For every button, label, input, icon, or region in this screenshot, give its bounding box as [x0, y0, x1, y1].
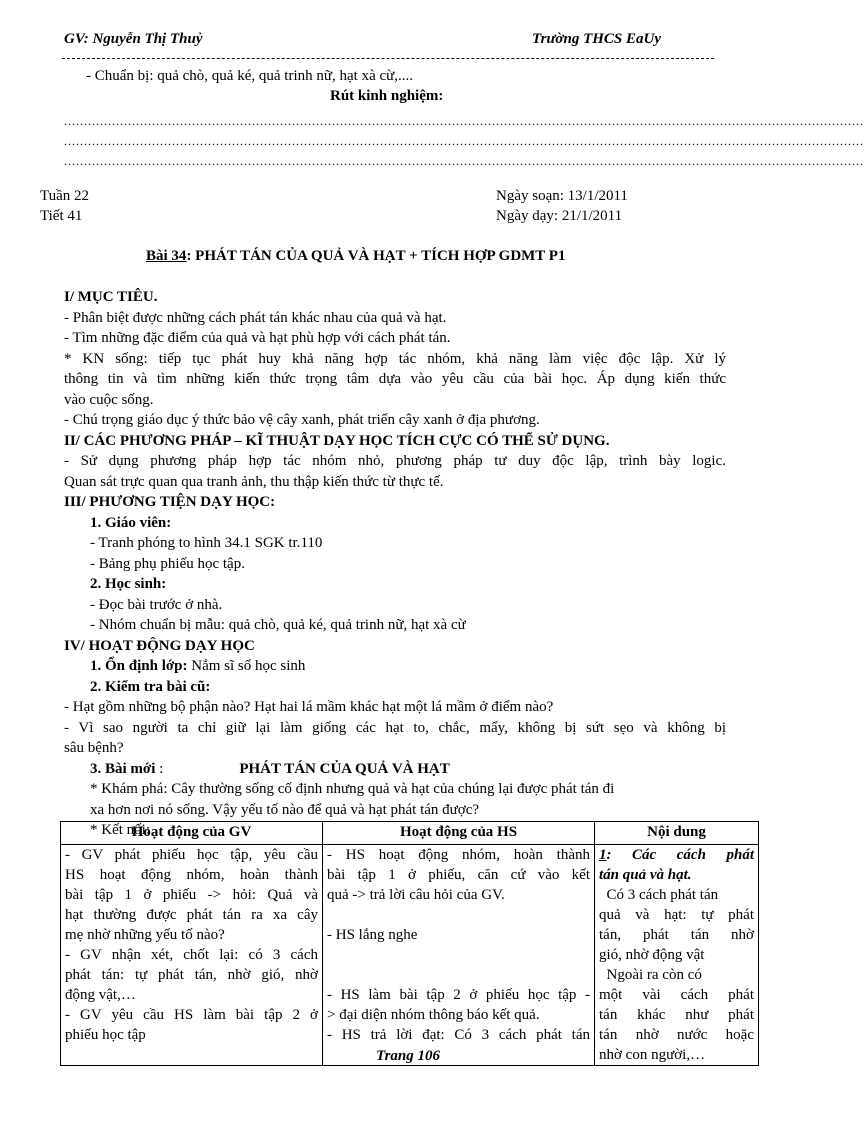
- gv-line: - GV phát phiếu học tập, yêu cầu: [65, 847, 318, 863]
- nd-line: tán, phát tán nhờ: [599, 927, 754, 943]
- class-order-text: Nắm sĩ số học sinh: [187, 658, 306, 674]
- nd-line: Có 3 cách phát tán: [599, 887, 719, 903]
- content-heading-number: 1: [599, 847, 607, 863]
- hs-line: - HS lắng nghe: [327, 927, 418, 943]
- lesson-number: Bài 34: [146, 248, 187, 264]
- teacher-materials-title: 1. Giáo viên:: [90, 514, 172, 531]
- gv-line: HS hoạt động nhóm, hoàn thành: [65, 867, 318, 883]
- method-2: Quan sát trực quan qua tranh ảnh, thu thập kiến thức từ thực tế.: [64, 473, 444, 490]
- hs-blank: [327, 965, 590, 985]
- nd-line: quả và hạt: tự phát: [599, 907, 754, 923]
- class-order-label: 1. Ổn định lớp:: [90, 658, 188, 674]
- lesson-title-text: : PHÁT TÁN CỦA QUẢ VÀ HẠT + TÍCH HỢP GDMT P1: [186, 248, 566, 264]
- gv-line: hạt thường được phát tán ra xa cây: [65, 907, 318, 923]
- nd-line: Ngoài ra còn có: [599, 967, 702, 983]
- week-label: Tuần 22: [40, 188, 90, 204]
- content-cell: [595, 845, 759, 1066]
- gv-line: - GV nhận xét, chốt lại: có 3 cách: [65, 947, 318, 963]
- header-teacher: Hoạt động của GV: [61, 822, 323, 845]
- objective-3b: thông tin và tìm những kiến thức trọng tâm dựa vào yêu cầu của bài học. Áp dụng kiến thức: [64, 371, 726, 387]
- nd-line: gió, nhờ động vật: [599, 947, 705, 963]
- table-header-row: [61, 822, 759, 845]
- student-materials-title: 2. Học sinh:: [90, 576, 167, 592]
- objective-1: - Phân biệt được những cách phát tán khác nhau của quả và hạt.: [64, 309, 447, 326]
- class-order: [64, 656, 726, 677]
- experience-title: Rút kinh nghiệm:: [330, 88, 444, 104]
- hs-line: - HS làm bài tập 2 ở phiếu học tập -: [327, 987, 590, 1003]
- hs-blank: [327, 945, 590, 965]
- prep-line: - Chuẩn bị: quả chò, quả ké, quả trinh nữ, hạt xà cừ,....: [86, 68, 414, 84]
- new-lesson-sep: :: [155, 760, 164, 777]
- activity-table: [60, 821, 759, 1066]
- explore-1: * Khám phá: Cây thường sống cố định nhưng quả và hạt của chúng lại được phát tán đi: [90, 781, 615, 797]
- content-heading-a: [599, 845, 754, 865]
- section-2-title: II/ CÁC PHƯƠNG PHÁP – KĨ THUẬT DẠY HỌC TÍCH CỰC CÓ THỂ SỬ DỤNG.: [64, 432, 610, 449]
- hs-line: quả -> trả lời câu hỏi của GV.: [327, 887, 505, 903]
- nd-line: nhờ con người,…: [599, 1047, 706, 1063]
- objective-3c: vào cuộc sống.: [64, 391, 154, 408]
- connect-label: * Kết nối:: [90, 822, 150, 838]
- objective-2: - Tìm những đặc điểm của quả và hạt phù hợp với cách phát tán.: [64, 330, 451, 346]
- nd-line: tán nhờ nước hoặc: [599, 1027, 754, 1043]
- school-name: Trường THCS EaUy: [532, 31, 661, 47]
- taught-date: Ngày dạy: 21/1/2011: [496, 208, 623, 224]
- teacher-material-2: - Bảng phụ phiếu học tập.: [90, 555, 245, 572]
- method-1: - Sử dụng phương pháp hợp tác nhóm nhỏ, phương pháp tư duy độc lập, trình bày logic.: [64, 453, 726, 469]
- lesson-title: [146, 248, 565, 265]
- gv-line: phát tán: tự phát tán, nhờ gió, nhờ: [65, 967, 318, 983]
- content-heading-b: tán quả và hạt.: [599, 867, 692, 883]
- nd-line: tán khác như phát: [599, 1007, 754, 1023]
- review-question-1: - Hạt gồm những bộ phận nào? Hạt hai lá mầm khác hạt một lá mầm ở điểm nào?: [64, 699, 554, 715]
- student-material-2: - Nhóm chuẩn bị mẫu: quả chò, quả ké, quả trinh nữ, hạt xà cừ: [90, 617, 466, 633]
- gv-line: bài tập 1 ở phiếu -> hỏi: Quả và: [65, 887, 318, 903]
- new-lesson-title: PHÁT TÁN CỦA QUẢ VÀ HẠT: [239, 760, 450, 777]
- gv-line: - GV yêu cầu HS làm bài tập 2 ở: [65, 1007, 318, 1023]
- new-lesson-label: 3. Bài mới: [90, 760, 156, 777]
- review-title: 2. Kiểm tra bài cũ:: [90, 678, 211, 695]
- gv-line: mẹ nhờ những yếu tố nào?: [65, 927, 225, 943]
- hs-line: bài tập 1 ở phiếu, căn cứ vào kết: [327, 867, 590, 883]
- section-4-title: IV/ HOẠT ĐỘNG DẠY HỌC: [64, 637, 255, 654]
- dotted-line-1: ........................................................................................................................................................................................................: [64, 114, 864, 128]
- review-question-2a: - Vì sao người ta chỉ giữ lại làm giống các hạt to, chắc, mẩy, không bị sứt sẹo và không bị: [64, 719, 726, 736]
- student-material-1: - Đọc bài trước ở nhà.: [90, 596, 223, 613]
- table-row: [61, 845, 759, 1066]
- section-1-title: I/ MỤC TIÊU.: [64, 289, 158, 305]
- page-number: Trang 106: [375, 1048, 441, 1064]
- content-heading-text: : Các cách phát: [606, 847, 754, 863]
- gv-line: phiếu học tập: [65, 1027, 146, 1043]
- new-lesson: [64, 759, 726, 780]
- review-question-2b: sâu bệnh?: [64, 740, 124, 756]
- period-label: Tiết 41: [40, 208, 83, 224]
- dotted-line-2: ........................................................................................................................................................................................................: [64, 134, 864, 148]
- header-divider: [62, 58, 714, 59]
- hs-line: - HS trả lời đạt: Có 3 cách phát tán: [327, 1027, 590, 1043]
- student-activity-cell: [323, 845, 595, 1066]
- hs-line: > đại diện nhóm thông báo kết quả.: [327, 1007, 540, 1023]
- body-text: [64, 287, 726, 841]
- gv-line: động vật,…: [65, 987, 136, 1003]
- prepared-date: Ngày soạn: 13/1/2011: [496, 188, 628, 204]
- header-student: Hoạt động của HS: [323, 822, 595, 845]
- dotted-line-3: ........................................................................................................................................................................................................: [64, 154, 864, 168]
- teacher-name: GV: Nguyễn Thị Thuỷ: [64, 31, 203, 47]
- explore-2: xa hơn nơi nó sống. Vậy yếu tố nào để quả và hạt phát tán được?: [90, 801, 480, 818]
- nd-line: một vài cách phát: [599, 987, 754, 1003]
- objective-3a: * KN sống: tiếp tục phát huy khả năng hợp tác nhóm, khả năng làm việc độc lập. Xử lý: [64, 350, 726, 367]
- objective-4: - Chú trọng giáo dục ý thức bảo vệ cây xanh, phát triển cây xanh ở địa phương.: [64, 412, 540, 428]
- hs-blank: [327, 905, 590, 925]
- section-3-title: III/ PHƯƠNG TIỆN DẠY HỌC:: [64, 494, 276, 510]
- teacher-material-1: - Tranh phóng to hình 34.1 SGK tr.110: [90, 535, 323, 551]
- teacher-activity-cell: [61, 845, 323, 1066]
- hs-line: - HS hoạt động nhóm, hoàn thành: [327, 847, 590, 863]
- header-content: Nội dung: [595, 822, 759, 845]
